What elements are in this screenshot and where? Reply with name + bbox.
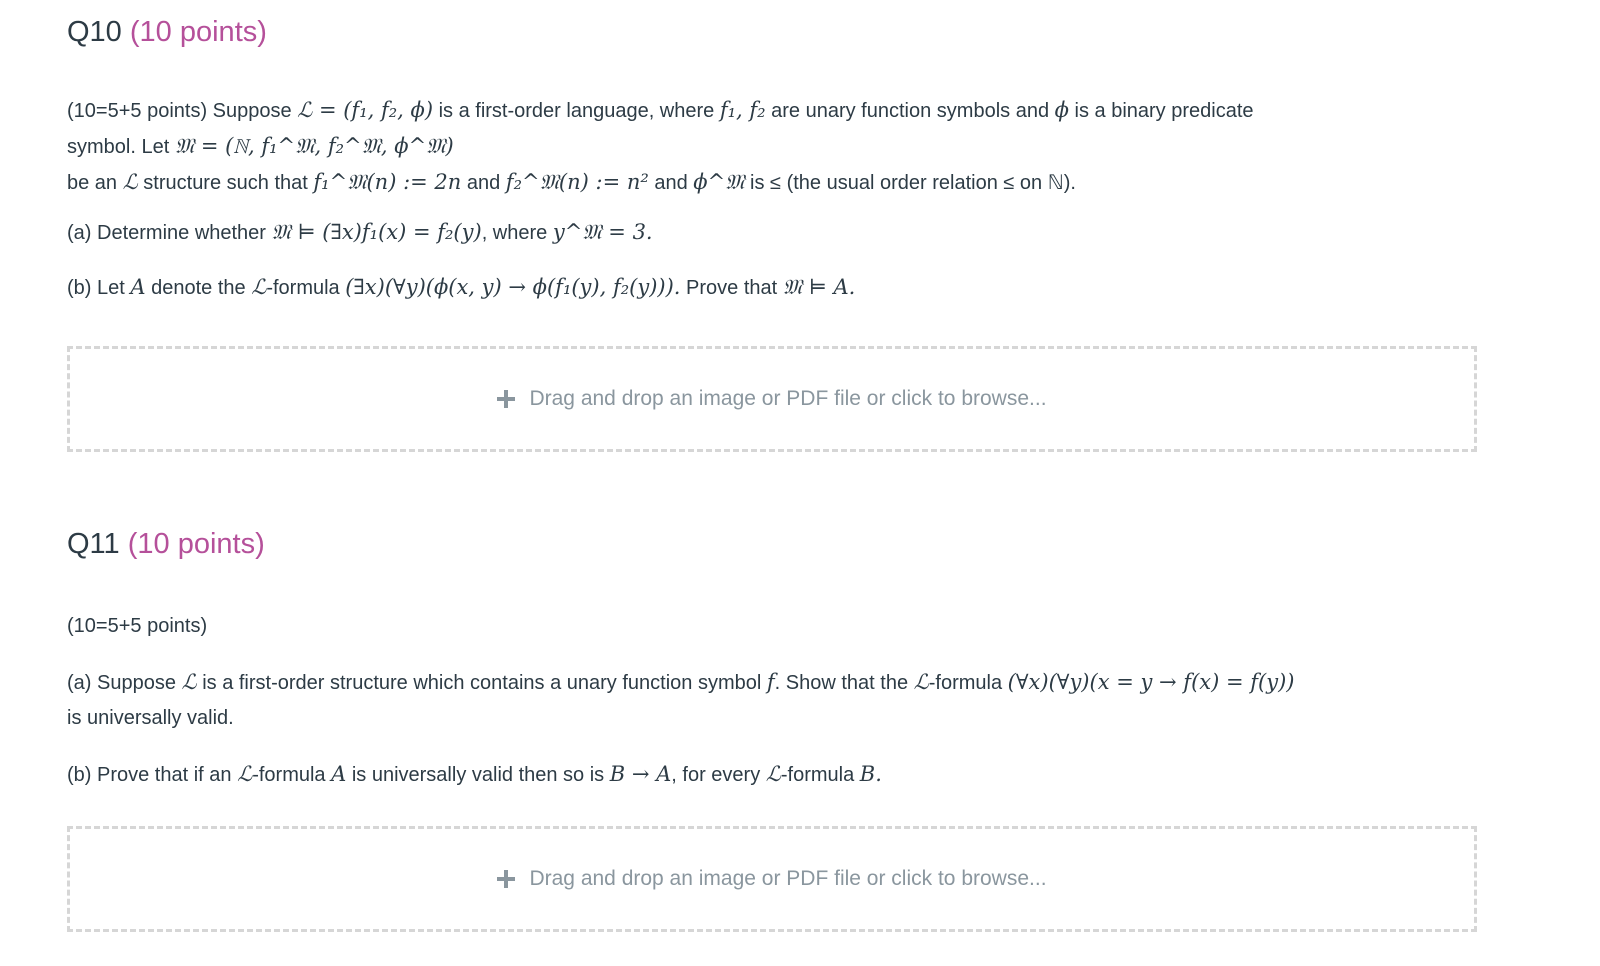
math-phi: ϕ xyxy=(1054,98,1069,122)
math-condition: y^𝔐 = 3. xyxy=(552,220,653,244)
text: and xyxy=(648,172,694,194)
text: is a first-order language, where xyxy=(433,100,720,122)
math-A: A xyxy=(331,762,347,786)
math-B-implies-A: B → A xyxy=(609,762,672,786)
question-10-text xyxy=(67,93,1477,201)
question-title xyxy=(67,526,1477,562)
text: are unary function symbols and xyxy=(765,100,1055,122)
math-formula: (∃x)(∀y)(ϕ(x, y) → ϕ(f₁(y), f₂(y))). xyxy=(345,275,681,299)
math-L: ℒ xyxy=(913,670,929,694)
text: -formula xyxy=(928,672,1008,694)
question-points: (10 points) xyxy=(127,528,265,560)
text: (b) Let xyxy=(67,277,131,299)
math-L: ℒ xyxy=(237,762,253,786)
math-B: B. xyxy=(859,762,882,786)
text: is a first-order structure which contains a unary function symbol xyxy=(196,672,767,694)
text: and xyxy=(461,172,506,194)
q11-part-a xyxy=(67,665,1477,736)
plus-icon xyxy=(497,390,515,408)
math-language: ℒ = (f₁, f₂, ϕ) xyxy=(297,98,434,122)
math-formula: (∀x)(∀y)(x = y → f(x) = f(y)) xyxy=(1007,670,1295,694)
math-f1-def: f₁^𝔐(n) := 2n xyxy=(313,170,462,194)
text: (a) Suppose xyxy=(67,672,182,694)
dropzone-label: Drag and drop an image or PDF file or click to browse... xyxy=(529,867,1047,890)
q11-intro xyxy=(67,609,1477,644)
text: is universally valid. xyxy=(67,707,234,729)
math-f: f xyxy=(766,670,775,694)
question-points: (10 points) xyxy=(129,16,267,48)
text: symbol. Let xyxy=(67,136,175,158)
math-f2-def: f₂^𝔐(n) := n² xyxy=(505,170,649,194)
question-11 xyxy=(67,526,1477,562)
math-A: A xyxy=(130,275,146,299)
text: is a binary predicate xyxy=(1068,100,1254,122)
math-L: ℒ xyxy=(251,275,267,299)
q10-intro-line2 xyxy=(67,129,1477,165)
text: (a) Determine whether xyxy=(67,222,272,244)
q10-intro-line3 xyxy=(67,165,1477,201)
math-structure: 𝔐 = (ℕ, f₁^𝔐, f₂^𝔐, ϕ^𝔐) xyxy=(174,134,454,158)
question-number: Q10 xyxy=(67,16,122,48)
file-dropzone[interactable] xyxy=(67,826,1477,932)
question-number: Q11 xyxy=(67,528,120,560)
question-title xyxy=(67,14,1477,50)
q10-part-a xyxy=(67,215,1477,251)
text: , where xyxy=(481,222,553,244)
math-L: ℒ xyxy=(765,762,781,786)
text: is universally valid then so is xyxy=(346,764,610,786)
text: (10=5+5 points) xyxy=(67,615,208,637)
text: be an xyxy=(67,172,123,194)
text: (10=5+5 points) Suppose xyxy=(67,100,298,122)
text: is ≤ (the usual order relation ≤ on ℕ). xyxy=(744,172,1076,194)
text: Prove that xyxy=(680,277,783,299)
math-L: ℒ xyxy=(181,670,197,694)
q10-part-b xyxy=(67,270,1477,306)
text: (b) Prove that if an xyxy=(67,764,238,786)
q10-intro-line1 xyxy=(67,93,1477,129)
text: . Show that the xyxy=(774,672,914,694)
plus-icon xyxy=(497,870,515,888)
text: denote the xyxy=(145,277,252,299)
text: -formula xyxy=(252,764,332,786)
dropzone-label: Drag and drop an image or PDF file or click to browse... xyxy=(529,387,1047,410)
text: , for every xyxy=(671,764,766,786)
file-dropzone[interactable] xyxy=(67,346,1477,452)
math-formula: 𝔐 ⊨ (∃x)f₁(x) = f₂(y) xyxy=(271,220,482,244)
q11-part-b xyxy=(67,757,1477,793)
math-functions: f₁, f₂ xyxy=(719,98,766,122)
math-L: ℒ xyxy=(122,170,138,194)
math-phi-m: ϕ^𝔐 xyxy=(693,170,745,194)
math-goal: 𝔐 ⊨ A. xyxy=(782,275,856,299)
question-10 xyxy=(67,14,1477,50)
text: structure such that xyxy=(137,172,314,194)
text: -formula xyxy=(780,764,860,786)
text: -formula xyxy=(266,277,346,299)
